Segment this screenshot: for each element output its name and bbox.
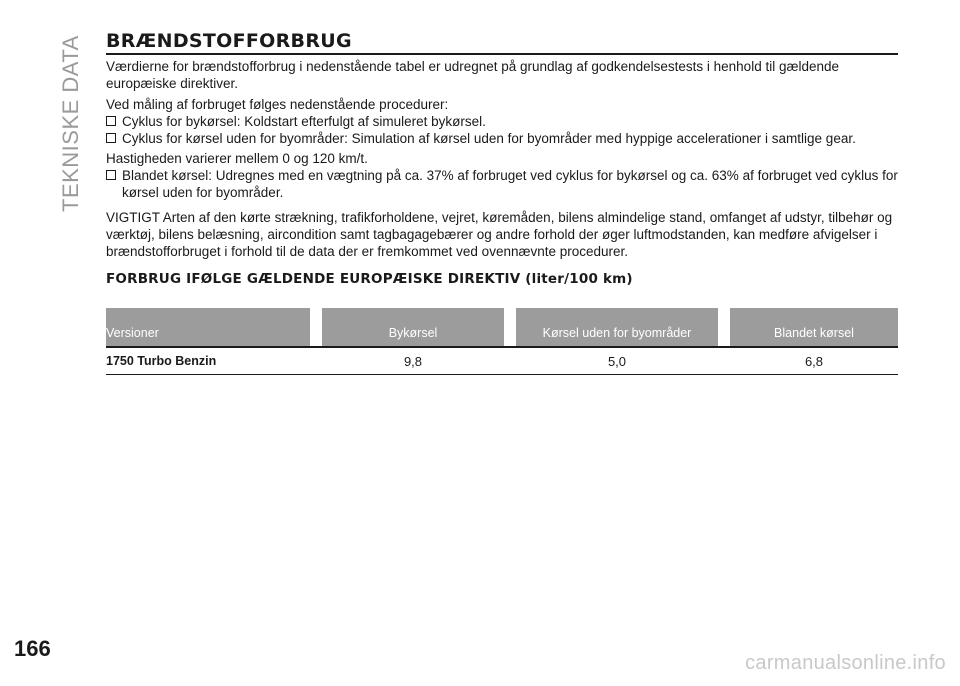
side-tab	[58, 32, 88, 212]
header-gap	[718, 308, 730, 347]
bullet-text: Cyklus for bykørsel: Koldstart efterfulgt af simuleret bykørsel.	[122, 114, 486, 129]
checkbox-bullet-icon	[106, 133, 116, 143]
bullet-item	[106, 130, 898, 147]
important-note: VIGTIGT Arten af den kørte strækning, trafikforholdene, vejret, køremåden, bilens almindelige stand, omfanget af udstyr, tilbehør og værktøj, bilens belæsning, aircondition samt tagbagagebærer og andre forhold der øger luftmodstanden, kan medføre afvigelser i brændstofforbruget i forhold til de data der er fremkommet ved ovennævnte procedurer.	[106, 210, 893, 259]
consumption-table	[106, 308, 898, 375]
bullet-text: Cyklus for kørsel uden for byområder: Simulation af kørsel uden for byområder med hyppige accelerationer i samtlige gear.	[122, 131, 856, 146]
intro-paragraph: Værdierne for brændstofforbrug i nedenstående tabel er udregnet på grundlag af godkendelsestests i henhold til gældende europæiske direktiver.	[106, 59, 840, 91]
header-korsel-uden-for-byomrader: Kørsel uden for byområder	[516, 308, 718, 347]
cell-combined: 6,8	[730, 347, 898, 375]
watermark: carmanualsonline.info	[745, 652, 946, 674]
checkbox-bullet-icon	[106, 116, 116, 126]
header-versioner: Versioner	[106, 308, 310, 347]
table-row	[106, 347, 898, 375]
bullet-text: Blandet kørsel: Udregnes med en vægtning på ca. 37% af forbruget ved cyklus for bykørsel og ca. 63% af forbruget ved cyklus for kørsel uden for byområder.	[122, 168, 898, 200]
section-title: BRÆNDSTOFFORBRUG	[106, 30, 898, 55]
header-gap	[310, 308, 322, 347]
speed-note: Hastigheden varierer mellem 0 og 120 km/t.	[106, 151, 368, 166]
table-title: FORBRUG IFØLGE GÆLDENDE EUROPÆISKE DIREKTIV (liter/100 km)	[106, 271, 633, 287]
page-number: 166	[14, 636, 51, 661]
cell-city: 9,8	[322, 347, 504, 375]
header-bykorsel: Bykørsel	[322, 308, 504, 347]
cell-extra-urban: 5,0	[516, 347, 718, 375]
cell-version: 1750 Turbo Benzin	[106, 347, 310, 375]
side-tab-label: TEKNISKE DATA	[58, 35, 83, 212]
header-gap	[504, 308, 516, 347]
bullet-item	[106, 167, 898, 201]
table-header-row	[106, 308, 898, 347]
bullet-item	[106, 113, 898, 130]
procedure-intro: Ved måling af forbruget følges nedenstående procedurer:	[106, 97, 449, 112]
checkbox-bullet-icon	[106, 170, 116, 180]
page-content	[106, 30, 898, 375]
header-blandet-korsel: Blandet kørsel	[730, 308, 898, 347]
